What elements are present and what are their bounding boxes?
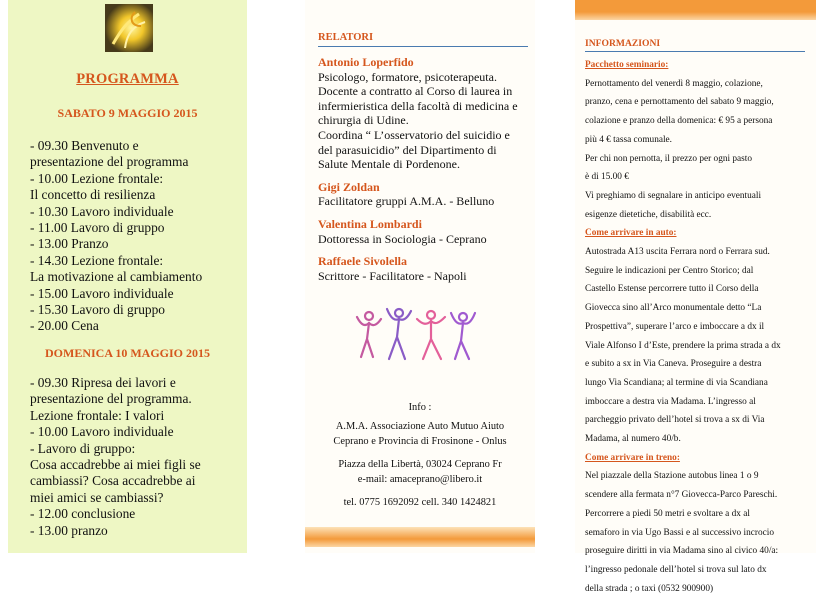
address-line: Piazza della Libertà, 03024 Ceprano Fr — [338, 459, 502, 470]
schedule-line: - 10.00 Lezione frontale: — [30, 170, 164, 186]
schedule-line: Il concetto di resilienza — [30, 187, 156, 203]
schedule-line: - 10.30 Lavoro individuale — [30, 203, 174, 219]
schedule-line: - 13.00 Pranzo — [30, 236, 109, 252]
org-line2: Ceprano e Provincia di Frosinone - Onlus — [333, 436, 507, 447]
phone-line: tel. 0775 1692092 cell. 340 1424821 — [343, 497, 497, 508]
dancers-icon — [351, 305, 481, 370]
info-label: Info : — [408, 402, 432, 413]
info-line: Prospettiva”, superare l’arco e imboccare a dx il — [585, 321, 765, 332]
top-orange-bar — [575, 0, 816, 20]
info-line: è di 15.00 € — [585, 172, 629, 183]
info-line: Pernottamento del venerdì 8 maggio, colazione, — [585, 78, 763, 89]
info-line: Viale Alfonso I d’Este, prendere la prima strada a dx — [585, 340, 781, 351]
informazioni-title: INFORMAZIONI — [585, 38, 661, 49]
informazioni-panel — [575, 0, 816, 594]
email-line: e-mail: amaceprano@libero.it — [357, 474, 483, 485]
info-line: Autostrada A13 uscita Ferrara nord o Ferrara sud. — [585, 247, 770, 258]
relatori-rule — [318, 46, 528, 47]
speaker-name: Valentina Lombardi — [318, 216, 422, 231]
info-subheading: Come arrivare in auto: — [585, 228, 677, 239]
relatori-list — [318, 55, 533, 283]
day2-heading: DOMENICA 10 MAGGIO 2015 — [45, 346, 210, 360]
org-line1: A.M.A. Associazione Auto Mutuo Aiuto — [335, 421, 505, 432]
info-line: imboccare a destra via Madama. L’ingresso al — [585, 396, 756, 407]
info-subheading: Come arrivare in treno: — [585, 452, 680, 463]
info-line: Seguire le indicazioni per Centro Storico; dal — [585, 265, 754, 276]
info-line: semaforo in via Ugo Bassi e al successivo incrocio — [585, 527, 774, 538]
schedule-line: - 20.00 Cena — [30, 318, 99, 334]
schedule-line: - 15.30 Lavoro di gruppo — [30, 302, 165, 318]
schedule-line: - 12.00 conclusione — [30, 506, 136, 522]
info-line: Vi preghiamo di segnalare in anticipo eventuali — [585, 190, 762, 201]
schedule-line: - Lavoro di gruppo: — [30, 440, 136, 456]
day1-heading: SABATO 9 MAGGIO 2015 — [57, 106, 198, 120]
schedule-line: - 14.30 Lezione frontale: — [30, 252, 164, 268]
info-line: della strada ; o taxi (0532 900900) — [585, 583, 714, 594]
info-line: lungo Via Scandiana; al termine di via Scandiana — [585, 377, 768, 388]
schedule-line: presentazione del programma — [30, 154, 189, 170]
logo-image — [105, 4, 153, 52]
info-line: esigenze dietetiche, disabilità ecc. — [585, 209, 712, 220]
speaker-bio-line: Coordina “ L’osservatorio del suicidio e — [318, 127, 510, 142]
day2-schedule — [30, 375, 245, 539]
info-line: parcheggio privato dell’hotel si trova a sx di Via — [585, 415, 765, 426]
schedule-line: miei amici se cambiassi? — [30, 489, 164, 505]
info-line: Percorrere a piedi 50 metri e svoltare a dx al — [585, 508, 750, 519]
info-line: Nel piazzale della Stazione autobus linea 1 o 9 — [585, 471, 759, 482]
info-line: colazione e pranzo della domenica: € 95 a persona — [585, 116, 773, 127]
info-line: Per chi non pernotta, il prezzo per ogni pasto — [585, 153, 753, 164]
relatori-panel — [305, 0, 535, 553]
programma-panel — [8, 0, 247, 553]
informazioni-rule — [585, 51, 805, 52]
speaker-bio-line: Dottoressa in Sociologia - Ceprano — [318, 231, 487, 246]
programma-title: PROGRAMMA — [76, 71, 179, 87]
schedule-line: La motivazione al cambiamento — [30, 269, 203, 285]
relatori-title: RELATORI — [318, 32, 374, 43]
informazioni-body — [585, 56, 813, 598]
speaker-bio-line: infermieristica della facoltà di medicina e — [318, 98, 518, 113]
info-line: più 4 € tassa comunale. — [585, 134, 673, 145]
info-block — [305, 400, 535, 510]
schedule-line: - 11.00 Lavoro di gruppo — [30, 220, 165, 236]
info-line: scendere alla fermata n°7 Giovecca-Parco Pareschi. — [585, 490, 778, 501]
info-line: proseguire diritti in via Madama sino al civico 40/a: — [585, 546, 779, 557]
schedule-line: - 10.00 Lavoro individuale — [30, 424, 174, 440]
speaker-bio-line: Scrittore - Facilitatore - Napoli — [318, 268, 467, 283]
schedule-line: presentazione del programma. — [30, 391, 192, 407]
info-line: Madama, al numero 40/b. — [585, 434, 681, 445]
info-line: Castello Estense percorrere tutto il Corso della — [585, 284, 759, 295]
info-line: e subito a sx in Via Caneva. Proseguire a destra — [585, 359, 762, 370]
schedule-line: - 15.00 Lavoro individuale — [30, 285, 174, 301]
schedule-line: Cosa accadrebbe ai miei figli se — [30, 457, 201, 473]
info-line: l’ingresso pedonale dell’hotel si trova sul lato dx — [585, 564, 767, 575]
schedule-line: - 13.00 pranzo — [30, 522, 108, 538]
speaker-bio-line: del parasuicidio” del Dipartimento di — [318, 142, 497, 157]
schedule-line: Lezione frontale: I valori — [30, 407, 165, 423]
speaker-name: Raffaele Sivolella — [318, 254, 407, 269]
info-subheading: Pacchetto seminario: — [585, 60, 669, 70]
schedule-line: cambiassi? Cosa accadrebbe ai — [30, 473, 196, 489]
info-line: Giovecca sino all’Arco monumentale detto “La — [585, 303, 762, 314]
info-line: pranzo, cena e pernottamento del sabato 9 maggio, — [585, 97, 774, 108]
speaker-bio-line: Docente a contratto al Corso di laurea in — [318, 84, 513, 99]
speaker-name: Antonio Loperfido — [318, 55, 414, 69]
bottom-orange-bar — [305, 527, 535, 547]
day1-schedule — [30, 138, 245, 335]
speaker-bio-line: Facilitatore gruppi A.M.A. - Belluno — [318, 194, 495, 209]
speaker-bio-line: Salute Mentale di Pordenone. — [318, 157, 460, 172]
schedule-line: - 09.30 Ripresa dei lavori e — [30, 375, 176, 390]
schedule-line: - 09.30 Benvenuto e — [30, 138, 139, 153]
speaker-name: Gigi Zoldan — [318, 179, 380, 194]
speaker-bio-line: Psicologo, formatore, psicoterapeuta. — [318, 69, 497, 84]
speaker-bio-line: chirurgia di Udine. — [318, 113, 409, 128]
